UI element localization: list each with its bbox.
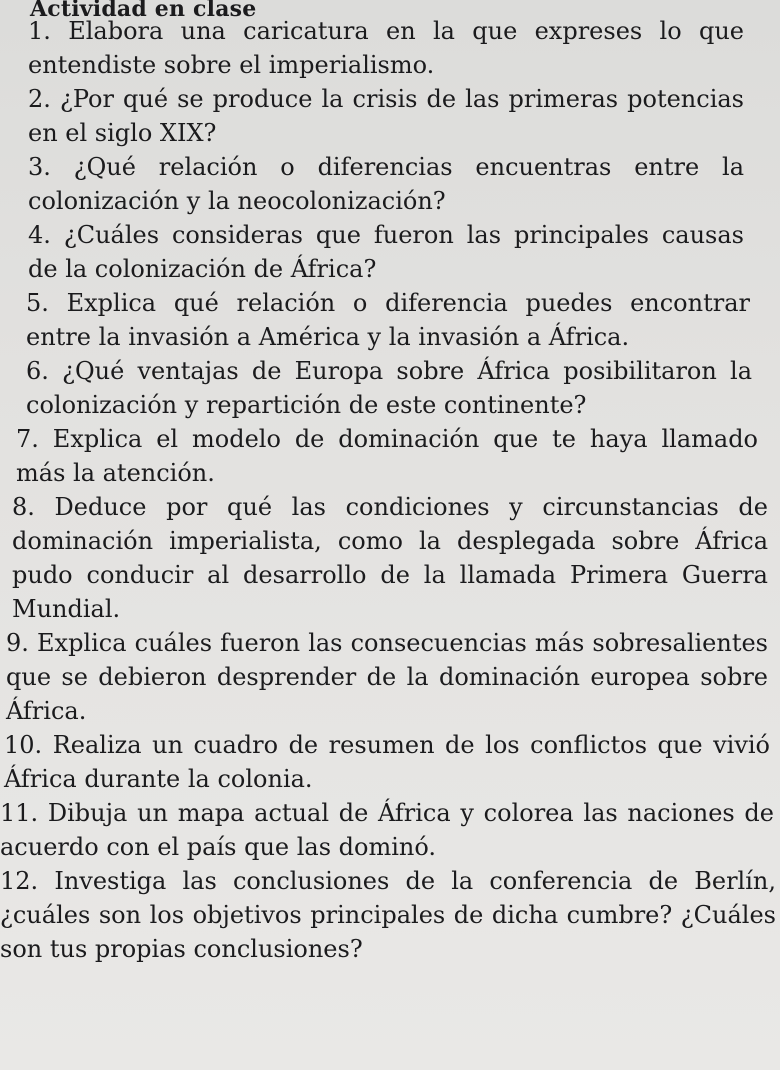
question-item: 5. Explica qué relación o diferencia puedes encontrar entre la invasión a América y la invasión a África. bbox=[26, 289, 750, 351]
question-item: 7. Explica el modelo de dominación que te haya llamado más la atención. bbox=[16, 425, 758, 487]
question-item: 10. Realiza un cuadro de resumen de los conflictos que vivió África durante la colonia. bbox=[4, 731, 770, 793]
question-list bbox=[0, 14, 780, 966]
question-item: 11. Dibuja un mapa actual de África y colorea las naciones de acuerdo con el país que las dominó. bbox=[0, 799, 774, 861]
question-item: 2. ¿Por qué se produce la crisis de las primeras potencias en el siglo XIX? bbox=[28, 85, 744, 147]
worksheet-title: Actividad en clase bbox=[30, 0, 257, 22]
question-item: 4. ¿Cuáles consideras que fueron las principales causas de la colonización de África? bbox=[28, 221, 744, 283]
question-item: 3. ¿Qué relación o diferencias encuentras entre la colonización y la neocolonización? bbox=[28, 153, 744, 215]
question-item: 12. Investiga las conclusiones de la conferencia de Berlín, ¿cuáles son los objetivos principales de dicha cumbre? ¿Cuáles son tus propias conclusiones? bbox=[0, 867, 776, 963]
question-item: 9. Explica cuáles fueron las consecuencias más sobresalientes que se debieron desprender de la dominación europea sobre África. bbox=[6, 629, 768, 725]
question-item: 8. Deduce por qué las condiciones y circunstancias de dominación imperialista, como la desplegada sobre África pudo conducir al desarrollo de la llamada Primera Guerra Mundial. bbox=[12, 493, 768, 623]
question-item: 6. ¿Qué ventajas de Europa sobre África posibilitaron la colonización y repartición de este continente? bbox=[26, 357, 752, 419]
question-item: 1. Elabora una caricatura en la que expreses lo que entendiste sobre el imperialismo. bbox=[28, 17, 744, 79]
